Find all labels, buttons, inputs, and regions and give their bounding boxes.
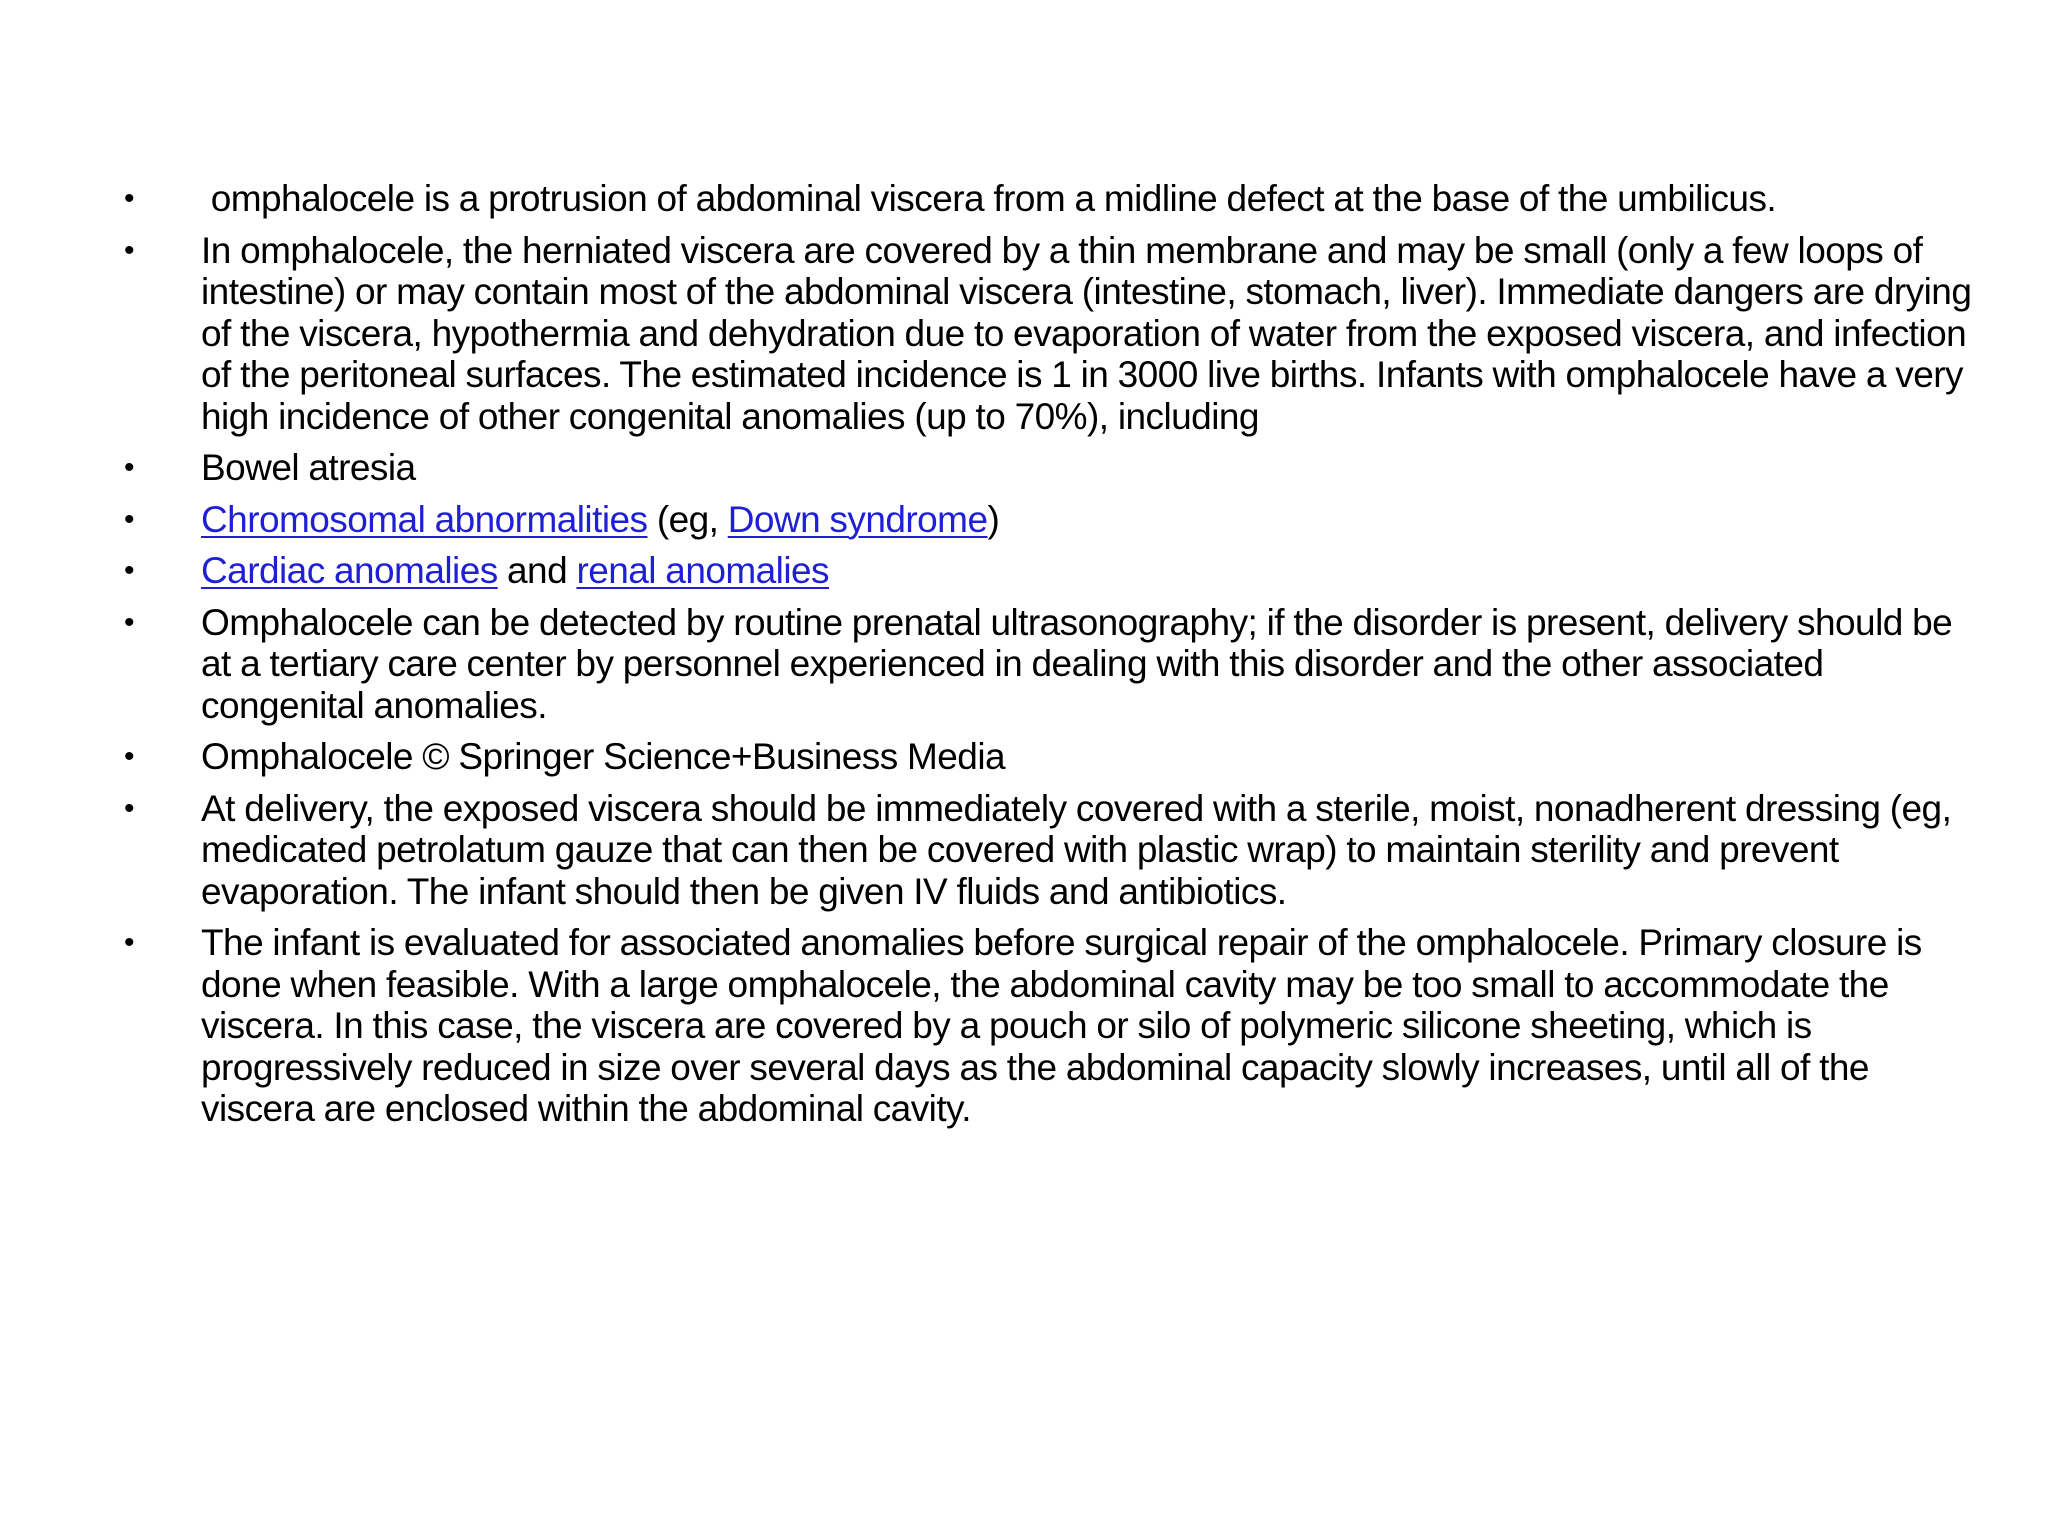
bullet-cardiac-renal <box>118 550 1988 592</box>
bullet-icon: • <box>124 451 134 484</box>
bullet-text: At delivery, the exposed viscera should be immediately covered with a sterile, moist, nonadherent dressing (eg, medicated petrolatum gauze that can then be covered with plastic wrap) to maintain sterility and prevent evaporation. The infant should then be given IV fluids and antibiotics. <box>201 787 1952 912</box>
bullet-icon: • <box>124 554 134 587</box>
bullet-text: The infant is evaluated for associated anomalies before surgical repair of the omphalocele. Primary closure is done when feasible. With a large omphalocele, the abdominal cavity may be too small to accommodate the viscera. In this case, the viscera are covered by a pouch or silo of polymeric silicone sheeting, which is progressively reduced in size over several days as the abdominal capacity slowly increases, until all of the viscera are enclosed within the abdominal cavity. <box>201 922 1922 1129</box>
link-chromosomal-abnormalities[interactable]: Chromosomal abnormalities <box>201 498 648 540</box>
link-cardiac-anomalies[interactable]: Cardiac anomalies <box>201 550 498 591</box>
bullet-icon: • <box>124 740 134 773</box>
bullet-text: and <box>497 550 577 591</box>
bullet-text: Omphalocele can be detected by routine prenatal ultrasonography; if the disorder is present, delivery should be at a tertiary care center by personnel experienced in dealing with this disorder and the other associated congenital anomalies. <box>201 601 1953 726</box>
bullet-icon: • <box>124 605 134 639</box>
bullet-description <box>118 230 1988 438</box>
bullet-prenatal-detection <box>118 602 1988 727</box>
bullet-icon: • <box>124 182 134 215</box>
bullet-icon: • <box>124 926 134 959</box>
bullet-image-credit <box>118 736 1988 778</box>
bullet-icon: • <box>124 233 134 267</box>
bullet-text: ) <box>987 498 1000 540</box>
bullet-text: Bowel atresia <box>201 447 416 488</box>
bullet-icon: • <box>124 502 134 536</box>
bullet-definition <box>118 178 1988 220</box>
bullet-text: omphalocele is a protrusion of abdominal viscera from a midline defect at the base of the umbilicus. <box>201 178 1777 219</box>
bullet-bowel-atresia <box>118 447 1988 489</box>
link-down-syndrome[interactable]: Down syndrome <box>727 498 988 540</box>
bullet-text: (eg, <box>647 498 728 540</box>
link-renal-anomalies[interactable]: renal anomalies <box>576 550 829 591</box>
bullet-chromosomal <box>118 499 1988 541</box>
bullet-icon: • <box>124 791 134 825</box>
bullet-text: Omphalocele © Springer Science+Business Media <box>201 736 1006 777</box>
bullet-text: In omphalocele, the herniated viscera are covered by a thin membrane and may be small (only a few loops of intestine) or may contain most of the abdominal viscera (intestine, stomach, liver). Immediate dangers are drying of the viscera, hypothermia and dehydration due to evaporation of water from the exposed viscera, and infection of the peritoneal surfaces. The estimated incidence is 1 in 3000 live births. Infants with omphalocele have a very high incidence of other congenital anomalies (up to 70%), including <box>201 229 1972 437</box>
bullet-list <box>118 178 1988 1140</box>
bullet-delivery-care <box>118 788 1988 913</box>
bullet-surgical-repair <box>118 922 1988 1130</box>
